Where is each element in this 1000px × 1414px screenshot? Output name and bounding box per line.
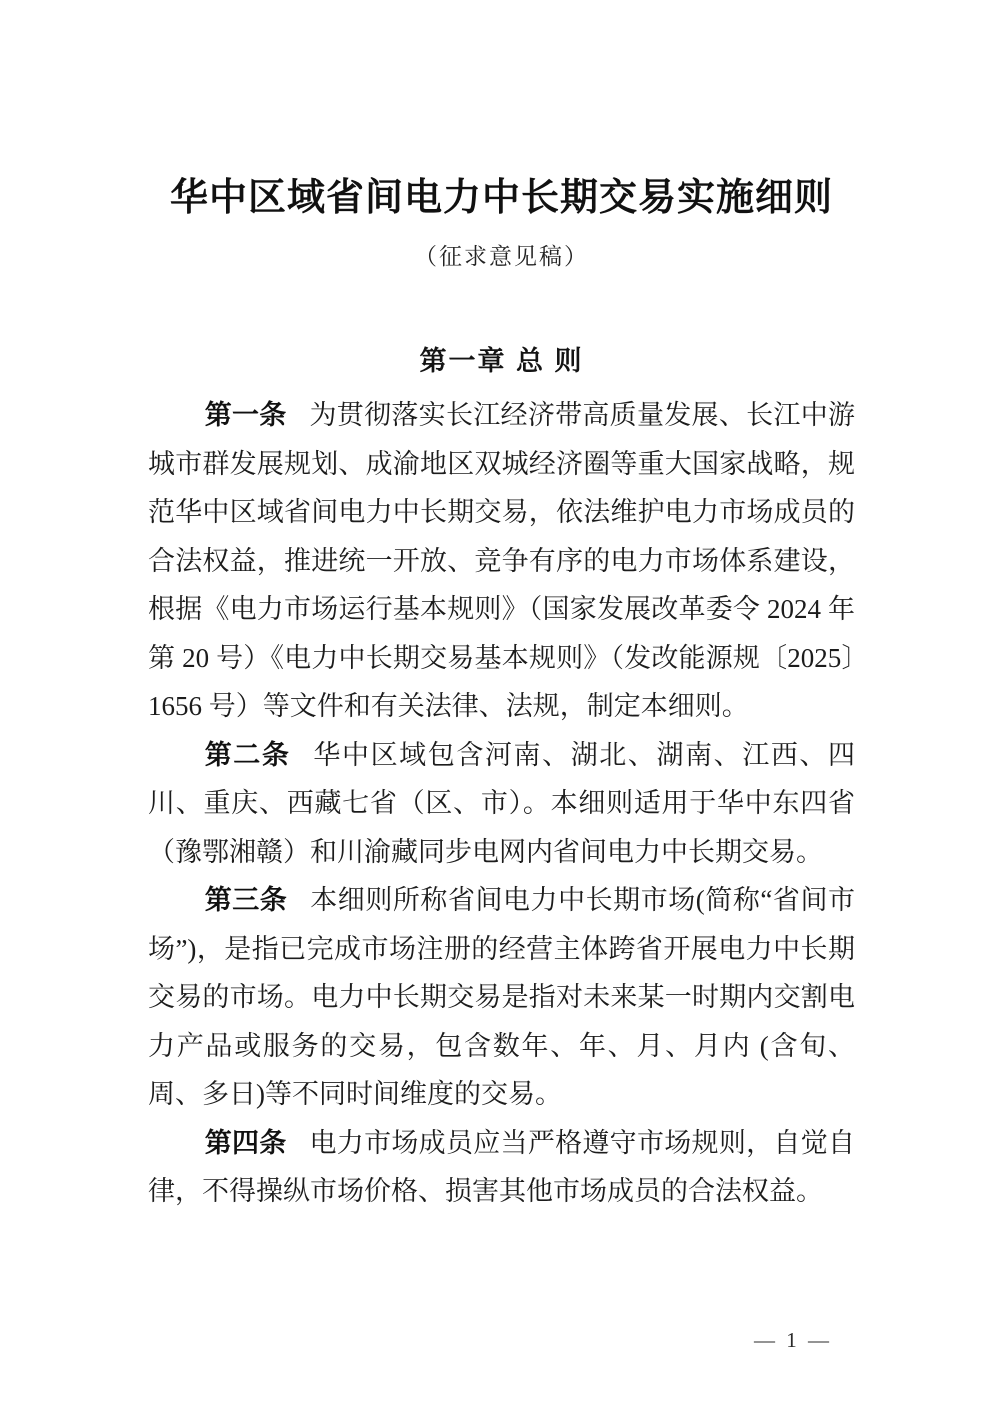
article-body-2: 华中区域包含河南、湖北、湖南、江西、四川、重庆、西藏七省（区、市）。本细则适用于华中东四省（豫鄂湘赣）和川渝藏同步电网内省间电力中长期交易。: [148, 739, 856, 867]
page-number: — 1 —: [754, 1328, 832, 1352]
article-paragraph-2: [148, 731, 855, 877]
article-label-3: 第三条: [204, 885, 288, 915]
article-body-4: 电力市场成员应当严格遵守市场规则，自觉自律，不得操纵市场价格、损害其他市场成员的合法权益。: [148, 1127, 856, 1206]
chapter-heading: 第一章 总 则: [419, 346, 584, 376]
article-paragraph-4: [148, 1119, 855, 1216]
article-label-2: 第二条: [204, 739, 291, 770]
article-label-4: 第四条: [204, 1127, 287, 1158]
document-subtitle: （征求意见稿）: [414, 244, 589, 269]
article-list: [148, 391, 855, 1216]
article-body-3: 本细则所称省间电力中长期市场(简称“省间市场”)，是指已完成市场注册的经营主体跨省开展电力中长期交易的市场。电力中长期交易是指对未来某一时期内交割电力产品或服务的交易，包含数年、年、月、月内 (含旬、周、多日)等不同时间维度的交易。: [148, 885, 855, 1109]
article-body-1: 为贯彻落实长江经济带高质量发展、长江中游城市群发展规划、成渝地区双城经济圈等重大国家战略，规范华中区域省间电力中长期交易，依法维护电力市场成员的合法权益，推进统一开放、竞争有序的电力市场体系建设，根据《电力市场运行基本规则》（国家发展改革委令 2024 年第 20 号）《电力中长期交易基本规则》（发改能源规〔2025〕1656 号）等文件和有关法律、法规，制定本细则。: [148, 400, 856, 721]
article-paragraph-1: [148, 391, 855, 731]
document-title: 华中区域省间电力中长期交易实施细则: [169, 177, 833, 219]
article-label-1: 第一条: [204, 400, 287, 430]
article-paragraph-3: [148, 876, 855, 1119]
